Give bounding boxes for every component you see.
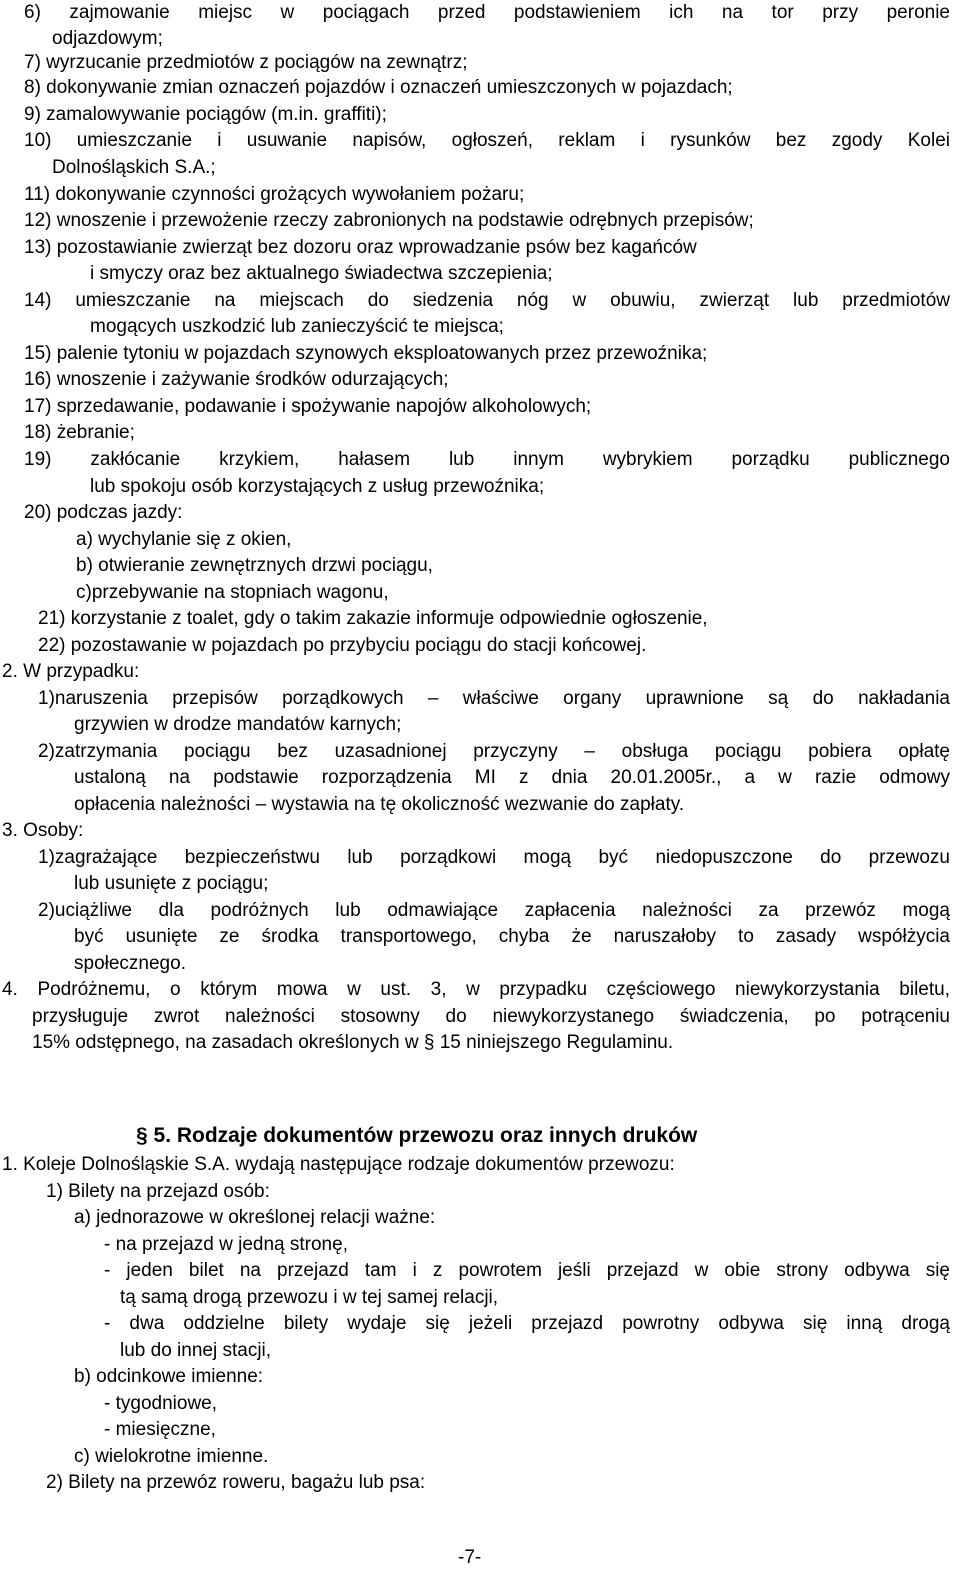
text-line: a) wychylanie się z okien, (76, 529, 292, 550)
text-line: c) wielokrotne imienne. (74, 1446, 269, 1467)
text-line: 8) dokonywanie zmian oznaczeń pojazdów i oznaczeń umieszczonych w pojazdach; (24, 77, 733, 98)
text-line: 3. Osoby: (2, 820, 84, 841)
text-line: 21) korzystanie z toalet, gdy o takim zakazie informuje odpowiednie ogłoszenie, (38, 608, 708, 629)
text-line: 2)zatrzymania pociągu bez uzasadnionej przyczyny – obsługa pociągu pobiera opłatę (38, 741, 950, 762)
text-line: 2) Bilety na przewóz roweru, bagażu lub psa: (46, 1472, 426, 1493)
text-line: 15) palenie tytoniu w pojazdach szynowych eksploatowanych przez przewoźnika; (24, 343, 708, 364)
text-line: 15% odstępnego, na zasadach określonych w § 15 niniejszego Regulaminu. (32, 1032, 674, 1053)
text-line: 10) umieszczanie i usuwanie napisów, ogłoszeń, reklam i rysunków bez zgody Kolei (24, 130, 950, 151)
text-line: opłacenia należności – wystawia na tę okoliczność wezwanie do zapłaty. (74, 794, 685, 815)
text-line: 9) zamalowywanie pociągów (m.in. graffiti); (24, 104, 387, 125)
text-line: odjazdowym; (52, 28, 163, 49)
text-line: tą samą drogą przewozu i w tej samej relacji, (120, 1287, 499, 1308)
page-number: -7- (458, 1547, 482, 1568)
text-line: przysługuje zwrot należności stosowny do niewykorzystanego świadczenia, po potrąceniu (32, 1006, 950, 1027)
text-line: lub do innej stacji, (120, 1340, 272, 1361)
text-line: 1)naruszenia przepisów porządkowych – właściwe organy uprawnione są do nakładania (38, 688, 950, 709)
text-line: 12) wnoszenie i przewożenie rzeczy zabronionych na podstawie odrębnych przepisów; (24, 210, 754, 231)
text-line: 1. Koleje Dolnośląskie S.A. wydają następujące rodzaje dokumentów przewozu: (2, 1154, 675, 1175)
text-line: b) otwieranie zewnętrznych drzwi pociągu, (76, 555, 433, 576)
text-line: i smyczy oraz bez aktualnego świadectwa szczepienia; (90, 263, 553, 284)
text-line: 6) zajmowanie miejsc w pociągach przed podstawieniem ich na tor przy peronie (24, 2, 950, 23)
text-line: c)przebywanie na stopniach wagonu, (76, 582, 389, 603)
text-line: ustaloną na podstawie rozporządzenia MI z dnia 20.01.2005r., a w razie odmowy (74, 767, 950, 788)
text-line: - tygodniowe, (104, 1393, 218, 1414)
text-line: mogących uszkodzić lub zanieczyścić te miejsca; (90, 316, 504, 337)
text-line: - jeden bilet na przejazd tam i z powrotem jeśli przejazd w obie strony odbywa się (104, 1260, 950, 1281)
text-line: a) jednorazowe w określonej relacji ważne: (74, 1207, 436, 1228)
text-line: - na przejazd w jedną stronę, (104, 1234, 348, 1255)
text-line: być usunięte ze środka transportowego, chyba że naruszałoby to zasady współżycia (74, 926, 950, 947)
text-line: 19) zakłócanie krzykiem, hałasem lub innym wybrykiem porządku publicznego (24, 449, 950, 470)
text-line: 18) żebranie; (24, 422, 135, 443)
text-line: - miesięczne, (104, 1419, 216, 1440)
text-line: 1) Bilety na przejazd osób: (46, 1181, 270, 1202)
text-line: 11) dokonywanie czynności grożących wywołaniem pożaru; (24, 184, 525, 205)
section-heading: § 5. Rodzaje dokumentów przewozu oraz innych druków (136, 1124, 698, 1147)
text-line: 14) umieszczanie na miejscach do siedzenia nóg w obuwiu, zwierząt lub przedmiotów (24, 290, 950, 311)
text-line: - dwa oddzielne bilety wydaje się jeżeli przejazd powrotny odbywa się inną drogą (104, 1313, 950, 1334)
text-line: 7) wyrzucanie przedmiotów z pociągów na zewnątrz; (24, 52, 468, 73)
text-line: 17) sprzedawanie, podawanie i spożywanie napojów alkoholowych; (24, 396, 592, 417)
text-line: lub usunięte z pociągu; (74, 873, 269, 894)
text-line: 22) pozostawanie w pojazdach po przybyciu pociągu do stacji końcowej. (38, 635, 647, 656)
text-line: lub spokoju osób korzystających z usług przewoźnika; (90, 476, 545, 497)
text-line: 2)uciążliwe dla podróżnych lub odmawiające zapłacenia należności za przewóz mogą (38, 900, 950, 921)
text-line: społecznego. (74, 953, 186, 974)
text-line: Dolnośląskich S.A.; (52, 157, 216, 178)
text-line: grzywien w drodze mandatów karnych; (74, 714, 402, 735)
text-line: 20) podczas jazdy: (24, 502, 183, 523)
text-line: 13) pozostawianie zwierząt bez dozoru oraz wprowadzanie psów bez kagańców (24, 237, 697, 258)
text-line: 4. Podróżnemu, o którym mowa w ust. 3, w przypadku częściowego niewykorzystania biletu, (2, 979, 950, 1000)
text-line: b) odcinkowe imienne: (74, 1366, 264, 1387)
text-line: 2. W przypadku: (2, 661, 140, 682)
text-line: 1)zagrażające bezpieczeństwu lub porządkowi mogą być niedopuszczone do przewozu (38, 847, 950, 868)
text-line: 16) wnoszenie i zażywanie środków odurzających; (24, 369, 449, 390)
